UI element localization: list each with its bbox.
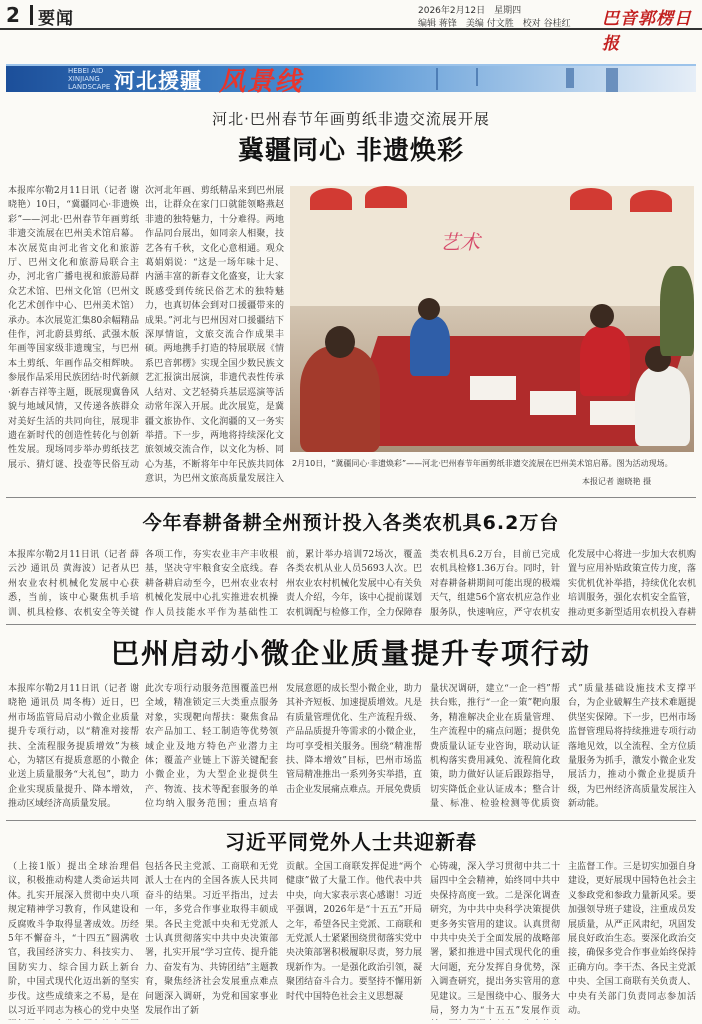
wind-turbine-icon [436, 68, 438, 90]
photo-child [410, 316, 450, 376]
paper-cut-fan-icon [365, 186, 407, 208]
building-icon [566, 68, 574, 88]
banner-english: HEBEI AID XINJIANG LANDSCAPE [68, 67, 111, 91]
story1-photo-caption: 2月10日，“冀疆同心·非遗焕彩”——河北·巴州春节年画剪纸非遗交流展在巴州美术馆启幕。图为活动现场。 [292, 459, 673, 468]
story2-column-2: 各项工作，夯实农业丰产丰收根基，坚决守牢粮食安全底线。春耕备耕启动至今，巴州农业农村机械化发展中心扎实推进农机操作人员技能水平作为基础性工 [145, 550, 278, 618]
story4-headline: 习近平同党外人士共迎新春 [225, 830, 477, 854]
story1-photo-credit: 本报记者 谢晓艳 摄 [582, 477, 652, 486]
page-header [0, 0, 702, 54]
story1-column-1: 本报库尔勒2月11日讯（记者 谢晓艳）10日，“冀疆同心·非遗焕彩”——河北·巴州春节年画剪纸非遗交流展在巴州美术馆启幕。本次展览由河北省文化和旅游厅、巴州文化和旅游局联合主办，河北省广播电视和旅游局群众艺术馆、巴州文化馆（巴州文化艺术创作中心、巴州美术馆）承办。本次展览汇集80余幅精品佳作，河北蔚县剪纸、武强木版年画等国家级非遗瑰宝，与巴州本土剪纸、年画作品交相辉映。参展作品采用民族团结·时代新颜·新春吉祥等主题，既展现冀鲁风貌与地域风情，又传递各族群众对美好生活的共同向往，展现非遗在新时代的创造性转化与创新性发展。现场同步举办剪纸技艺展示、猜灯谜、投壶等民俗互动 [8, 186, 139, 470]
story1-photo [290, 186, 694, 452]
page-number-divider [30, 5, 33, 25]
story3-column-2: 此次专项行动服务范围覆盖巴州全域，精准锁定三大类重点服务对象，实现靶向帮扶：聚焦食品农产品加工、轻工制造等优势领域企业及地方特色产业潜力主体；覆盖产业链上下游关键配套小微企业，为大型企业提供生产、物流、技术等配套服务的单位均纳入服务范围；重点培育 [145, 684, 278, 810]
wind-turbine-icon [476, 68, 478, 86]
story2-column-5: 化发展中心将进一步加大农机购置与应用补贴政策宣传力度，落实优机优补举措，持续优化农机培训服务，强化农机安全监管，推动更多新型适用农机投入春耕 [568, 550, 696, 618]
story4-column-5: 主监督工作。三是切实加强自身建设，更好展现中国特色社会主义参政党和参政力量新风采。要加强领导班子建设，注重成员发展质量，从严正风肃纪，巩固发展良好政治生态。要深化政治交接，确保多党合作事业始终保持正确方向。李干杰、各民主党派中央、全国工商联有关负责人、中央有关部门负责同志参加活动。 [568, 862, 696, 1017]
story4-column-4: 心铸魂，深入学习贯彻中共二十届四中全会精神，始终同中共中央保持高度一致。二是深化调查研究，为中共中央科学决策提供更多务实管用的建议。认真贯彻中共中央关于全面发展的战略部署，紧扣推进中国式现代化的重大问题，充分发挥自身优势，深入调查研究，提出务实管用的意见建议。三是围绕中心、服务大局，努力为“十五五”发展作贡 [430, 862, 560, 1017]
story3-column-3: 发展意愿的成长型小微企业，助力其补齐短板、加速提质增效。凡是有质量管理优化、生产流程升级、产品品质提升等需求的小微企业，均可享受相关服务。围绕“精准帮扶、降本增效”目标，巴州市场监管局精准推出一系列务实举措，直击企业发展痛点难点。开展免费质 [286, 684, 422, 795]
paper-cut-fan-icon [310, 188, 352, 210]
story3-headline: 巴州启动小微企业质量提升专项行动 [110, 637, 591, 670]
paper-cut-fan-icon [630, 190, 672, 212]
story4-column-3: 贡献。全国工商联发挥促进“两个健康”做了大量工作。他代表中共中央，向大家表示衷心感谢！习近平强调，2026年是“十五五”开局之年，希望各民主党派、工商联和无党派人士紧紧围绕贯彻落实党中央决策部署积极履职尽责，努力展现新作为。一是强化政治引领，凝聚团结奋斗合力。要坚持不懈用新时代中国特色社会主义思想凝 [286, 862, 422, 1002]
photo-art-text: 艺术 [440, 230, 480, 254]
story2-column-3: 前，累计举办培训72场次，覆盖各类农机从业人员5693人次。巴州农业农村机械化发展中心有关负责人介绍，今年，该中心提前谋划农机调配与检修工作，全力保障春 [286, 550, 422, 618]
photo-person [660, 266, 694, 356]
photo-person [300, 346, 380, 452]
story2-column-1: 本报库尔勒2月11日讯（记者 薛云沙 通讯员 黄海波）记者从巴州农业农村机械化发展中心获悉，当前，该中心聚焦机手培训、机具检修、农机安全等关键 [8, 550, 139, 618]
photo-child-head [590, 304, 614, 328]
story3-column-4: 量状况调研，建立“一企一档”帮扶台账，推行“一企一策”靶向服务，精准解决企业在质量管理、生产流程中的痛点问题；提供免费质量认证专业咨询，联动认证机构落实费用减免、流程简化政策，助力做好认证后跟踪指导，切实降低企业认证成本；整合计量、标准、检验检测等优质资 [430, 684, 560, 810]
photo-artwork [590, 401, 636, 425]
story1-column-2: 次河北年画、剪纸精品来到巴州展出，让群众在家门口就能领略燕赵非遗的独特魅力，十分难得。两地作品同台展出，如同亲人相聚，技艺各有千秋，文化心意相通。观众葛娟娟说：“这是一场年味十足、内涵丰富的新春文化盛宴，让大家既感受到传统民俗艺术的独特魅力，也真切体会到对口援疆带来的成果。”河北与巴州因对口援疆结下深厚情谊，文旅交流合作成果丰硕。两地携手打造的特展联展《情系巴音郭楞》实现全国少数民族文艺汇报演出展演，非遗代表性传承人结对、文艺轻骑兵基层巡演等活动常年深入开展。此次展览，是冀疆文旅协作、文化润疆的又一务实举措。下一步，两地将持续深化文旅领域交流合作，以文化为桥、同心为基，不断将年中年民族共同体意识，为巴州文旅高质量发展注入 [145, 186, 284, 485]
story2-headline: 今年春耕备耕全州预计投入各类农机具6.2万台 [142, 512, 560, 534]
column-banner [6, 64, 696, 97]
newspaper-logo: 巴音郭楞日报 [602, 9, 692, 54]
paper-cut-fan-icon [570, 188, 612, 210]
page-number: 2 [6, 3, 20, 27]
photo-artwork [470, 376, 516, 400]
story3-column-1: 本报库尔勒2月11日讯（记者 谢晓艳 通讯员 周冬梅）近日，巴州市场监管局启动小微企业质量提升专项行动，以“精准对接帮扶、全流程服务提质增效”为核心，为辖区有提质意愿的小微企业送上质量服务“大礼包”，助力企业实现质量提升、降本增效，推动区域经济高质量发展。 [8, 684, 139, 810]
section-title: 要闻 [38, 9, 74, 29]
date-line: 2026年2月12日 星期四 [418, 6, 522, 16]
story3-column-5: 式”质量基础设施技术支撑平台，为企业破解生产技术难题提供坚实保障。下一步，巴州市场监督管理局将持续推进专项行动落地见效，以全流程、全方位质量服务为抓手，激发小微企业发展活力，推动小微企业提质升级，为巴州经济高质量发展注入新动能。 [568, 684, 696, 810]
building-icon [606, 68, 618, 92]
story4-column-1: （上接1版）提出全球治理倡议，积极推动构建人类命运共同体。扎实开展深入贯彻中央八项规定精神学习教育，作风建设和反腐败斗争取得显著成效。历经5年不懈奋斗，“十四五”圆满收官，我国经济实力、科技实力、国防实力、综合国力跃上新台阶，中国式现代化迈出新的坚实步伐。这些成绩来之不易，是在以习近平同志为核心的党中央坚 [8, 862, 139, 1017]
photo-child [635, 366, 690, 446]
section-divider [6, 624, 696, 625]
photo-child [580, 326, 630, 396]
banner-title: 河北援疆 [114, 69, 202, 93]
photo-person-head [325, 326, 355, 358]
story2-column-4: 类农机具6.2万台，目前已完成农机具检修1.36万台。同时，针对春耕备耕期间可能出现的极端天气，组建56个富农机应急作业服务队，快速响应，严守农机安 [430, 550, 560, 618]
photo-artwork [530, 391, 576, 415]
section-divider [6, 820, 696, 821]
story1-kicker: 河北·巴州春节年画剪纸非遗交流展开展 [212, 110, 490, 128]
banner-subtitle: 风景线 [219, 67, 304, 97]
story1-headline: 冀疆同心 非遗焕彩 [237, 136, 465, 166]
photo-child-head [418, 298, 440, 320]
story4-column-2: 包括各民主党派、工商联和无党派人士在内的全国各族人民共同奋斗的结果。习近平指出，过去一年，多党合作事业取得丰硕成果。各民主党派中央和无党派人士认真贯彻落实中共中央决策部署，扎实开展“学习宣传、提升能力、奋发有为、共铸团结”主题教育，聚焦经济社会发展重点难点问题深入调研，为党和国家事业发展作出了新 [145, 862, 278, 1017]
section-divider [6, 497, 696, 498]
editors-line: 编辑 蒋锋 美编 付文胜 校对 谷桂红 [418, 19, 571, 29]
